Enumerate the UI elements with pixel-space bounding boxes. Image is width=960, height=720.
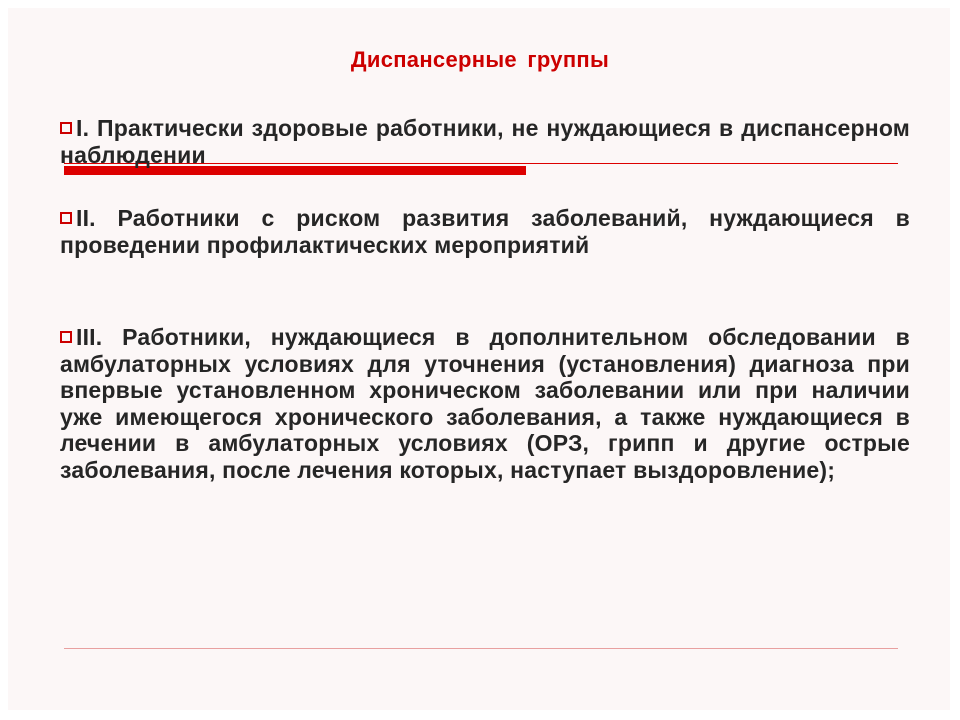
slide-title: Диспансерные группы <box>350 47 610 72</box>
footer-divider-line <box>64 648 898 649</box>
list-item-text: II. Работники с риском развития заболеваний, нуждающиеся в проведении профилактических мероприятий <box>60 205 910 258</box>
list-item-text: I. Практически здоровые работники, не нуждающиеся в диспансерном наблюдении <box>60 115 910 168</box>
list-item-text: III. Работники, нуждающиеся в дополнительном обследовании в амбулаторных условиях для уточнения (установления) диагноза при впервые установленном хроническом заболевании или при наличии уже имеющегося хронического заболевания, а также нуждающиеся в лечении в амбулаторных условиях (ОРЗ, грипп и другие острые заболевания, после лечения которых, наступает выздоровление); <box>60 324 910 483</box>
list-item-group-2 <box>60 205 910 258</box>
hollow-square-bullet-icon <box>60 331 72 343</box>
hollow-square-bullet-icon <box>60 212 72 224</box>
hollow-square-bullet-icon <box>60 122 72 134</box>
list-item-group-1 <box>60 115 910 168</box>
list-item-group-3 <box>60 324 910 483</box>
